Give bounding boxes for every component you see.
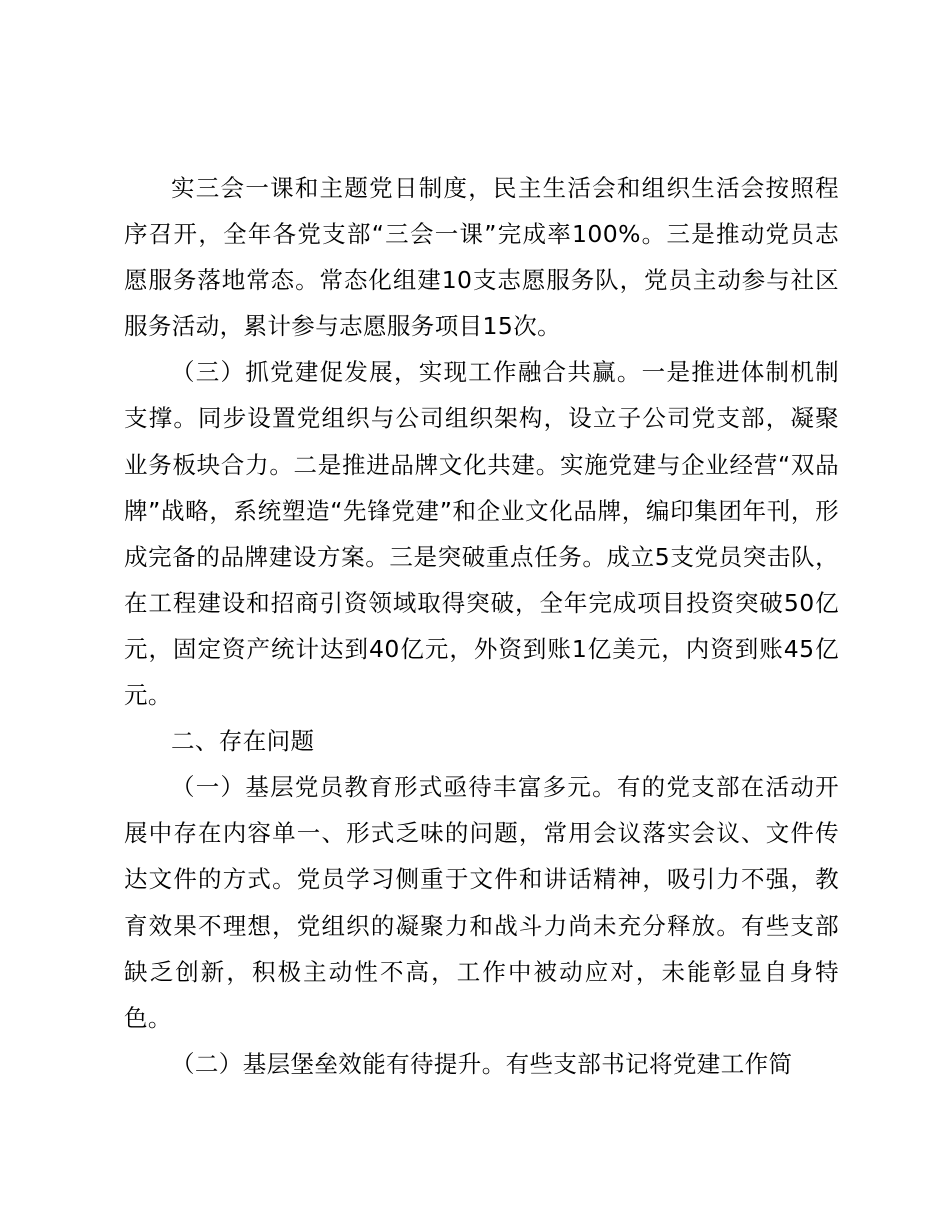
paragraph-section-three: （三）抓党建促发展，实现工作融合共赢。一是推进体制机制支撑。同步设置党组织与公司组织架构，设立子公司党支部，凝聚业务板块合力。二是推进品牌文化共建。实施党建与企业经营“双品牌”战略，系统塑造“先锋党建”和企业文化品牌，编印集团年刊，形成完备的品牌建设方案。三是突破重点任务。成立5支党员突击队，在工程建设和招商引资领域取得突破，全年完成项目投资突破50亿元，固定资产统计达到40亿元，外资到账1亿美元，内资到账45亿元。 <box>124 358 839 710</box>
paragraph-problem-two: （二）基层堡垒效能有待提升。有些支部书记将党建工作简 <box>171 1049 793 1078</box>
paragraph-continuation: 实三会一课和主题党日制度，民主生活会和组织生活会按照程序召开，全年各党支部“三会一课”完成率100%。三是推动党员志愿服务落地常态。常态化组建10支志愿服务队，党员主动参与社区服务活动，累计参与志愿服务项目15次。 <box>124 174 839 341</box>
document-body <box>124 165 839 1087</box>
paragraph-problem-one: （一）基层党员教育形式亟待丰富多元。有的党支部在活动开展中存在内容单一、形式乏味的问题，常用会议落实会议、文件传达文件的方式。党员学习侧重于文件和讲话精神，吸引力不强，教育效果不理想，党组织的凝聚力和战斗力尚未充分释放。有些支部缺乏创新，积极主动性不高，工作中被动应对，未能彰显自身特色。 <box>124 773 839 1032</box>
section-heading-problems: 二、存在问题 <box>171 727 315 756</box>
